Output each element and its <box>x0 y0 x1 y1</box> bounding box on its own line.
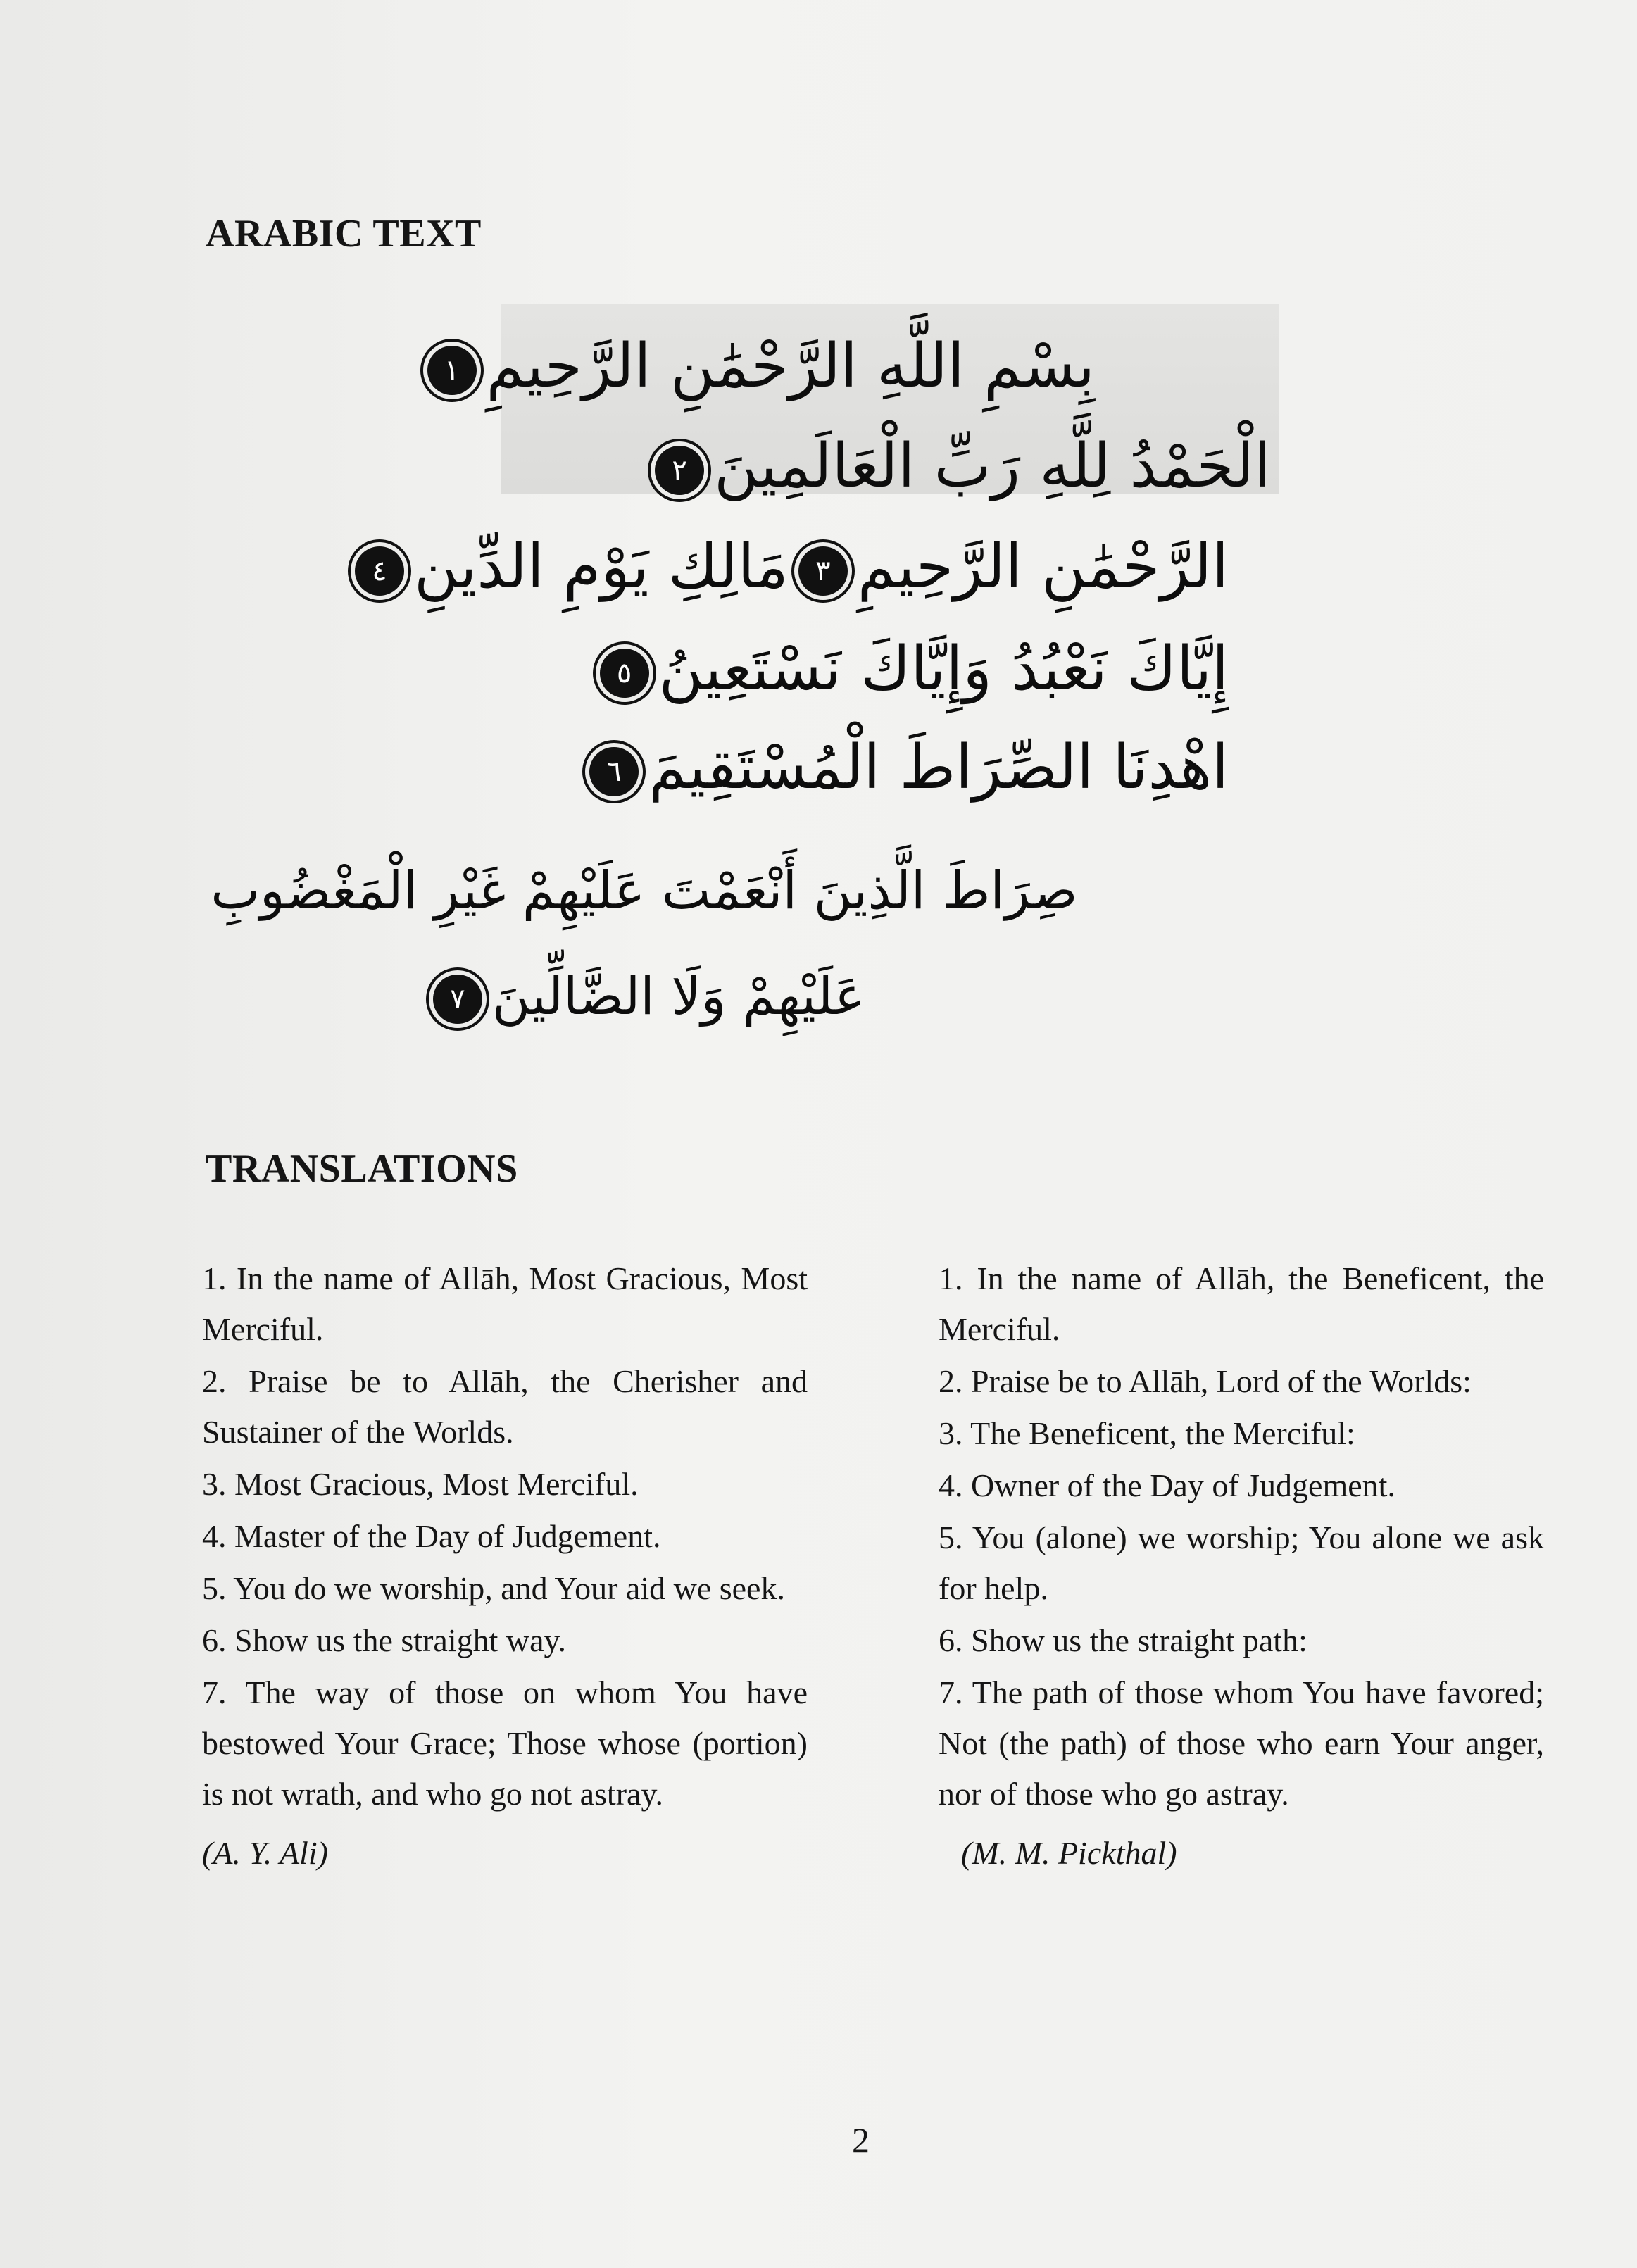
arabic-verse-2 <box>645 431 1271 501</box>
translation-item: 5. You do we worship, and Your aid we seek. <box>202 1570 785 1606</box>
verse-number-marker: ٧ <box>433 975 482 1024</box>
verse-number-marker: ٥ <box>600 649 649 698</box>
arabic-verse-7 <box>187 838 1102 1049</box>
translation-item: 2. Praise be to Allāh, Lord of the Worlds: <box>939 1363 1472 1399</box>
translation-column-pickthal <box>939 1253 1544 1879</box>
verse-number-marker: ٢ <box>655 446 704 495</box>
translation-item: 7. The way of those on whom You have bestowed Your Grace; Those whose (portion) is not wrath, and who go not astray. <box>202 1674 808 1812</box>
translation-item: 7. The path of those whom You have favored; Not (the path) of those who earn Your anger, nor of those who go astray. <box>939 1674 1544 1812</box>
arabic-verse-5 <box>590 634 1229 704</box>
translator-attribution: (A. Y. Ali) <box>202 1835 328 1871</box>
translation-item: 1. In the name of Allāh, Most Gracious, Most Merciful. <box>202 1260 808 1347</box>
verse-text: الْحَمْدُ لِلَّهِ رَبِّ الْعَالَمِينَ <box>714 431 1271 501</box>
translation-item: 6. Show us the straight way. <box>202 1622 567 1658</box>
translation-column-ali <box>202 1253 808 1879</box>
arabic-verse-6 <box>579 732 1229 803</box>
translation-item: 6. Show us the straight path: <box>939 1622 1307 1658</box>
translation-item: 2. Praise be to Allāh, the Cherisher and Sustainer of the Worlds. <box>202 1363 808 1450</box>
translations-heading: TRANSLATIONS <box>206 1147 518 1191</box>
translator-attribution: (M. M. Pickthal) <box>961 1835 1177 1871</box>
arabic-verse-3-4 <box>345 532 1229 602</box>
verse-text: الرَّحْمَٰنِ الرَّحِيمِ <box>857 532 1229 602</box>
translation-item: 1. In the name of Allāh, the Beneficent, the Merciful. <box>939 1260 1544 1347</box>
translation-item: 5. You (alone) we worship; You alone we ask for help. <box>939 1520 1544 1606</box>
verse-text: إِيَّاكَ نَعْبُدُ وَإِيَّاكَ نَسْتَعِينُ <box>658 634 1229 704</box>
verse-number-marker: ٣ <box>798 546 848 596</box>
verse-text: اهْدِنَا الصِّرَاطَ الْمُسْتَقِيمَ <box>648 732 1229 803</box>
verse-text: صِرَاطَ الَّذِينَ أَنْعَمْتَ عَلَيْهِمْ غَيْرِ الْمَغْضُوبِ عَلَيْهِمْ وَلَا الضَّالِّينَ <box>211 860 1078 1027</box>
verse-number-marker: ٤ <box>355 546 404 596</box>
arabic-text-heading: ARABIC TEXT <box>206 212 482 256</box>
translation-item: 4. Owner of the Day of Judgement. <box>939 1467 1395 1503</box>
translation-item: 4. Master of the Day of Judgement. <box>202 1518 661 1554</box>
verse-number-marker: ١ <box>427 346 477 395</box>
verse-number-marker: ٦ <box>589 747 639 796</box>
translation-item: 3. Most Gracious, Most Merciful. <box>202 1466 639 1502</box>
verse-text: مَالِكِ يَوْمِ الدِّينِ <box>413 532 789 602</box>
arabic-verse-1 <box>418 331 1095 401</box>
page-number: 2 <box>852 2120 870 2160</box>
translation-item: 3. The Beneficent, the Merciful: <box>939 1415 1355 1451</box>
verse-text: بِسْمِ اللَّهِ الرَّحْمَٰنِ الرَّحِيمِ <box>486 331 1095 401</box>
